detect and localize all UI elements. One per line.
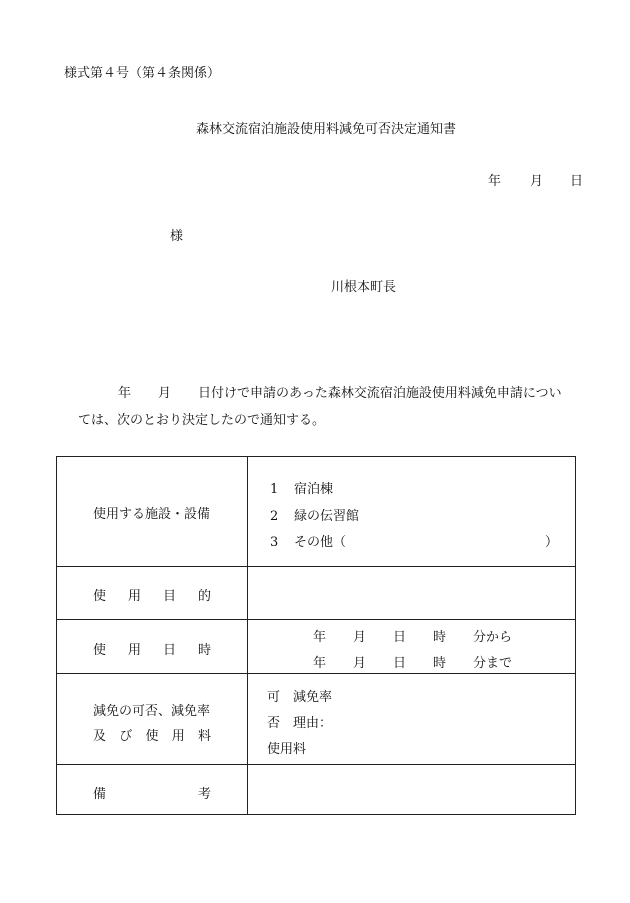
to-day: 日 [393,656,407,671]
facility-option-3-close: ） [545,535,559,550]
table-row-purpose [57,566,575,620]
date-year-label: 年 [488,174,502,189]
facility-option-3: その他（ [294,535,347,550]
body-month-label: 月 [158,386,172,401]
purpose-label-char: 用 [127,589,141,604]
table-row-remarks [57,764,575,814]
reduction-label-char: 及 [93,729,107,744]
from-month: 月 [353,630,367,645]
fee-label: 使用料 [267,742,307,757]
to-minute-suffix: 分まで [473,656,513,671]
facility-option-2-num: 2 [270,509,279,524]
from-year: 年 [313,630,327,645]
datetime-label-char: 使 [93,643,107,658]
from-minute-suffix: 分から [473,630,513,645]
facilities-label: 使用する施設・設備 [93,507,211,522]
table-row-reduction [57,673,575,765]
facility-option-2: 緑の伝習館 [294,509,360,524]
to-year: 年 [313,656,327,671]
table-row-facilities [57,457,575,566]
addressee-suffix: 様 [170,229,184,244]
facility-option-3-num: 3 [270,535,279,550]
reduction-label-char: 使 [145,729,159,744]
date-month-label: 月 [530,174,544,189]
form-number: 様式第４号（第４条関係） [64,66,221,81]
facility-option-1: 宿泊棟 [294,482,334,497]
reduction-label-line1: 減免の可否、減免率 [93,704,211,719]
purpose-label-char: 目 [162,589,176,604]
body-line-2: ては、次のとおり決定したので通知する。 [78,413,326,428]
from-day: 日 [393,630,407,645]
deny-label: 否 [267,716,281,731]
purpose-label-char: 的 [197,589,211,604]
decision-table [56,456,576,815]
purpose-label-char: 使 [93,589,107,604]
table-row-datetime [57,619,575,674]
facility-option-1-num: 1 [270,482,279,497]
purpose-label [93,589,211,605]
reduction-label-char: 料 [197,729,211,744]
date-day-label: 日 [570,174,584,189]
reason-label: 理由： [293,716,333,731]
approve-label: 可 [267,690,281,705]
to-month: 月 [353,656,367,671]
remarks-label-char: 備 [93,787,107,802]
reduction-label-line2 [93,729,211,745]
datetime-label-char: 時 [197,643,211,658]
body-line-1: 日付けで申請のあった森林交流宿泊施設使用料減免申請につい [198,386,562,401]
reduction-label-char: 用 [171,729,185,744]
datetime-label-char: 日 [162,643,176,658]
remarks-label-char: 考 [197,787,211,802]
body-year-label: 年 [118,386,132,401]
document-title: 森林交流宿泊施設使用料減免可否決定通知書 [196,122,457,137]
to-hour: 時 [433,656,447,671]
issuer-name: 川根本町長 [331,280,397,295]
remarks-label [93,787,211,803]
from-hour: 時 [433,630,447,645]
datetime-label-char: 用 [127,643,141,658]
datetime-label [93,643,211,659]
reduction-label-char: び [119,729,133,744]
reduction-rate-label: 減免率 [293,690,333,705]
